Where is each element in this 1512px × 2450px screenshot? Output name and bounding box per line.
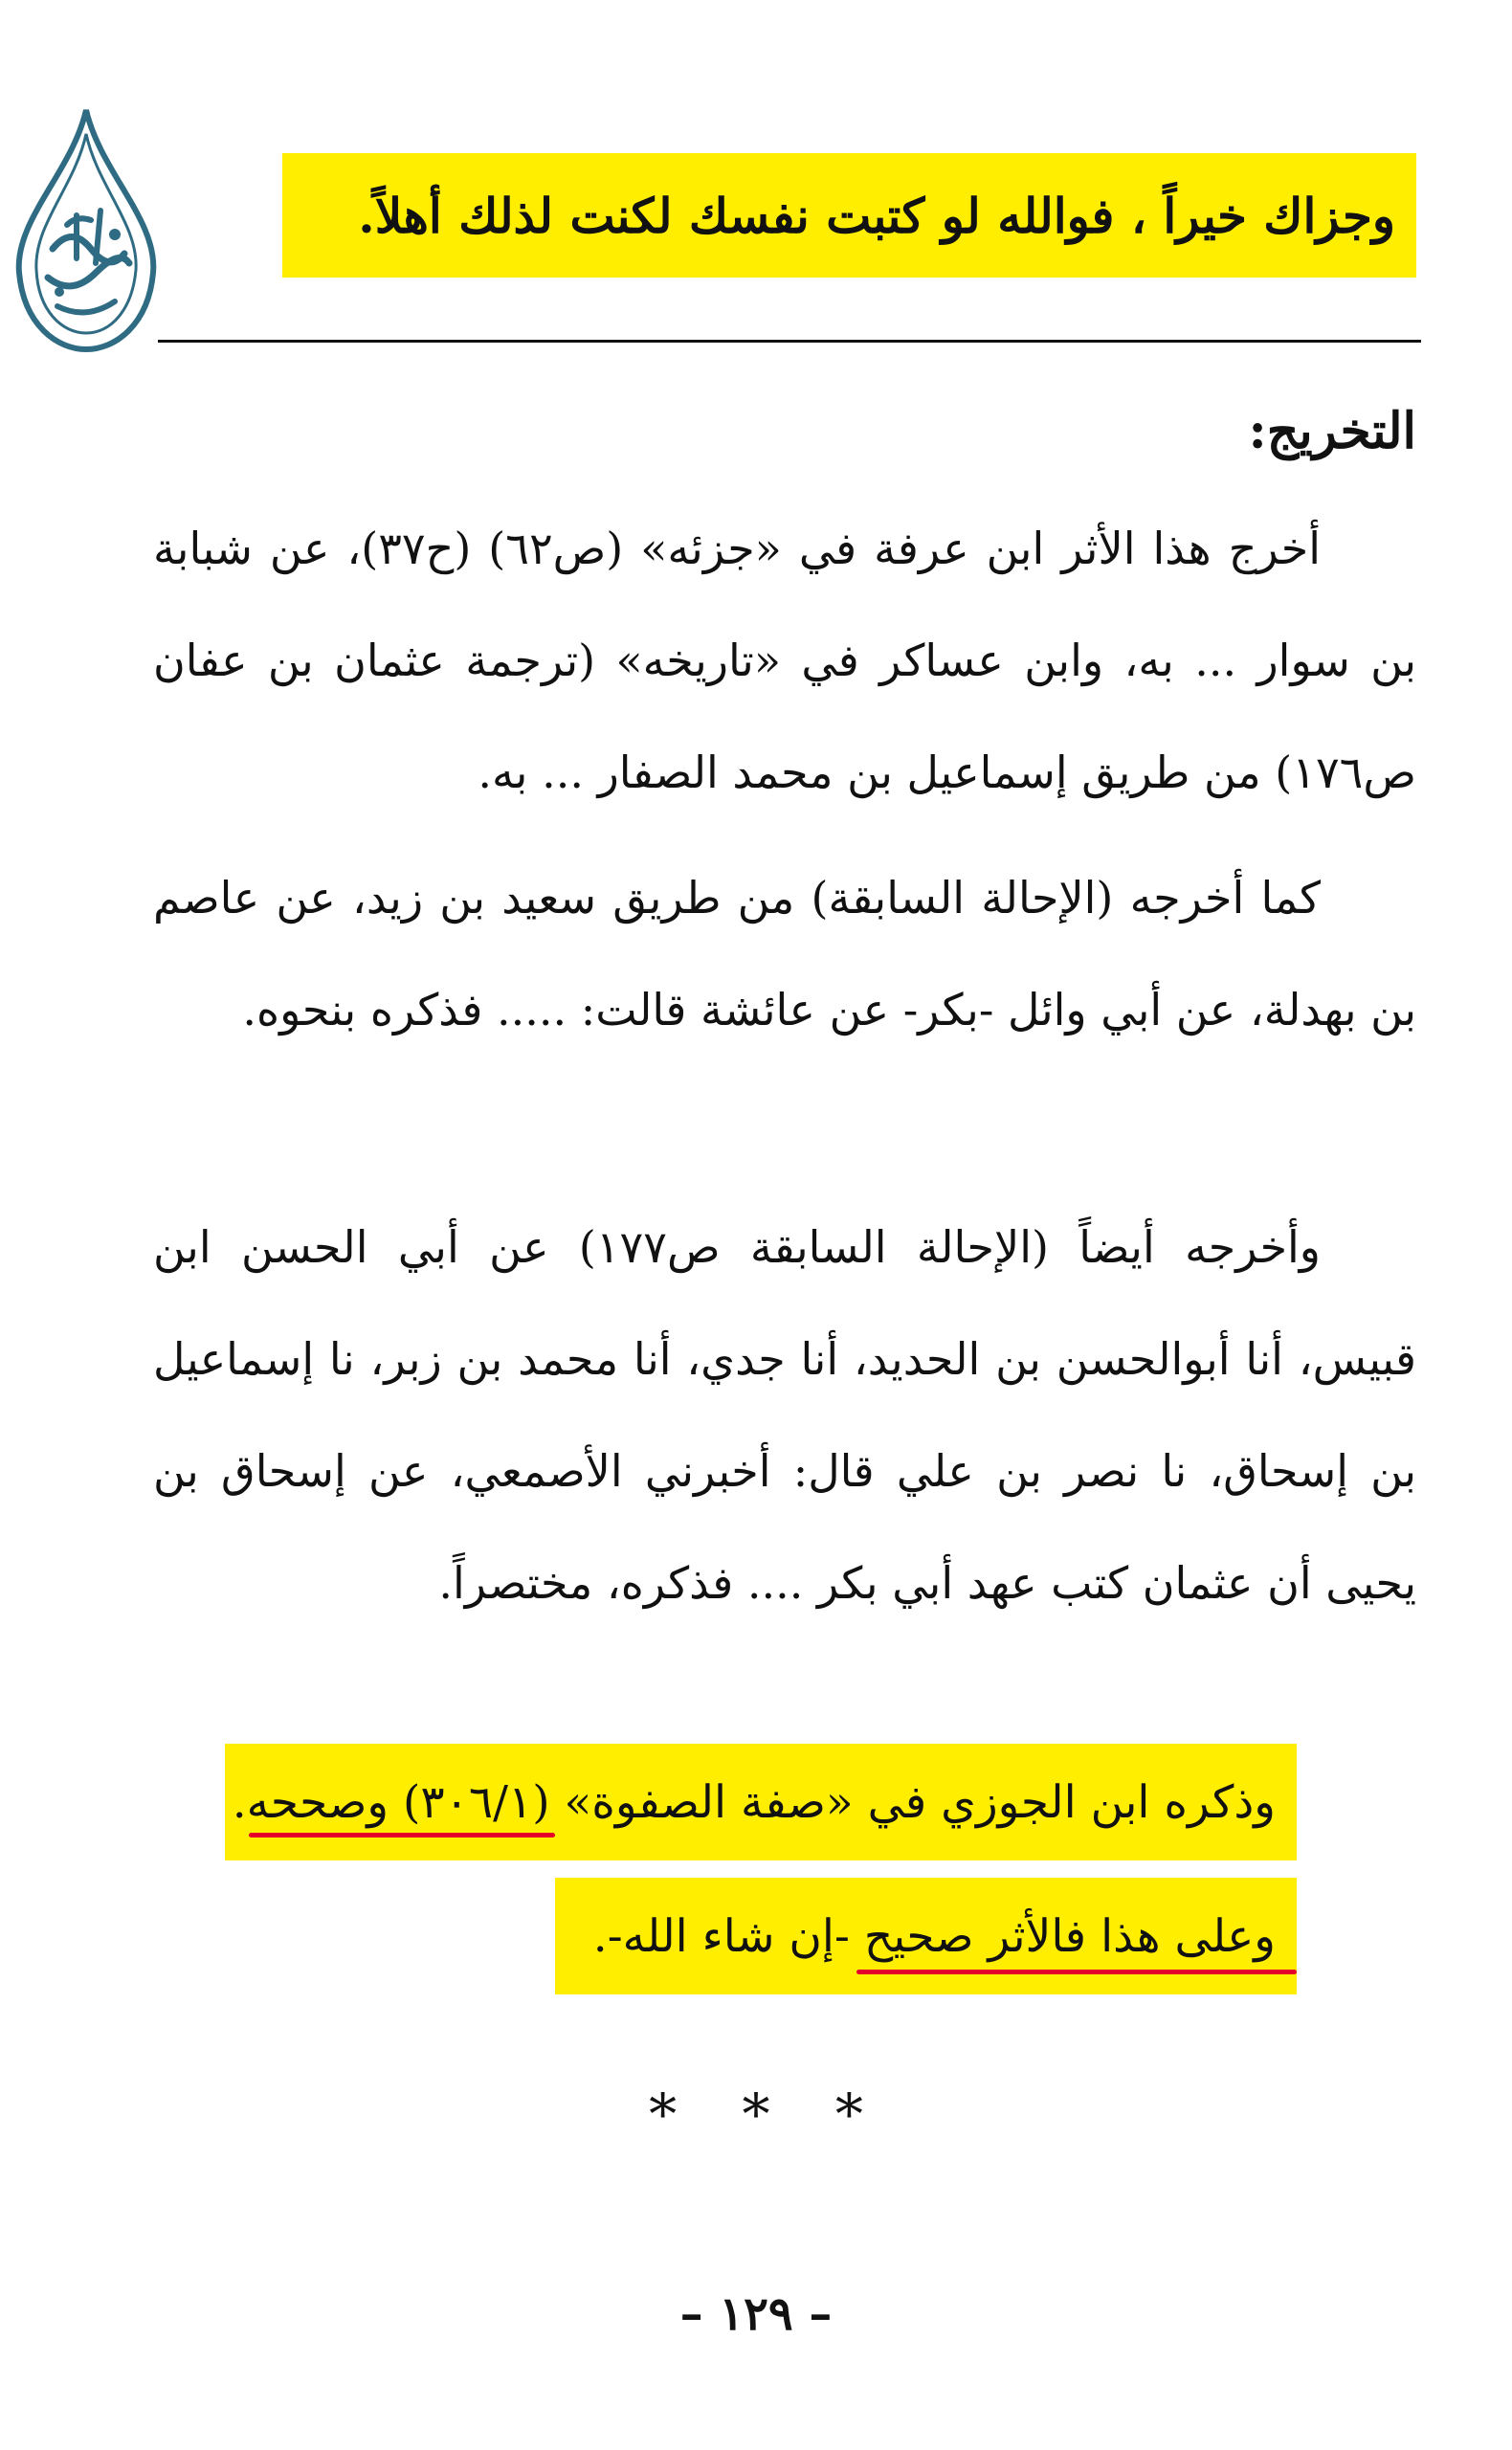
calligraphy-logo-icon <box>10 105 163 354</box>
horizontal-divider <box>158 340 1421 343</box>
red-underline-1 <box>249 1833 555 1838</box>
highlighted-note-2-text: وعلى هذا فالأثر صحيح -إن شاء الله-. <box>592 1909 1276 1963</box>
highlighted-note-1 <box>225 1744 1297 1860</box>
paragraph-1: أخرج هذا الأثر ابن عرفة في «جزئه» (ص٦٢) (ح٣٧)، عن شبابة بن سوار ... به، وابن عساكر في «تاريخه» (ترجمة عثمان بن عفان ص١٧٦) من طريق إسماعيل بن محمد الصفار ... به. <box>153 523 1416 798</box>
paragraph-2: كما أخرجه (الإحالة السابقة) من طريق سعيد بن زيد، عن عاصم بن بهدلة، عن أبي وائل -بكر- عن عائشة قالت: ..... فذكره بنحوه. <box>153 872 1416 1036</box>
red-underline-2 <box>856 1970 1297 1974</box>
highlighted-note-2 <box>555 1878 1297 1994</box>
highlighted-note-1-text: وذكره ابن الجوزي في «صفة الصفوة» (٣٠٦/١) وصححه. <box>232 1775 1276 1829</box>
section-separator-stars: * * * <box>649 2082 863 2147</box>
highlighted-thanks-text: وجزاك خيراً ، فوالله لو كتبت نفسك لكنت لذلك أهلاً. <box>358 187 1395 244</box>
page-number: – ١٢٩ – <box>679 2287 833 2341</box>
paragraph-3: وأخرجه أيضاً (الإحالة السابقة ص١٧٧) عن أبي الحسن ابن قبيس، أنا أبوالحسن بن الحديد، أنا جدي، أنا محمد بن زبر، نا إسماعيل بن إسحاق، نا نصر بن علي قال: أخبرني الأصمعي، عن إسحاق بن يحيى أن عثمان كتب عهد أبي بكر .... فذكره، مختصراً. <box>153 1221 1416 1609</box>
section-heading: التخريج: <box>1248 402 1416 460</box>
highlighted-thanks-line <box>282 153 1416 278</box>
